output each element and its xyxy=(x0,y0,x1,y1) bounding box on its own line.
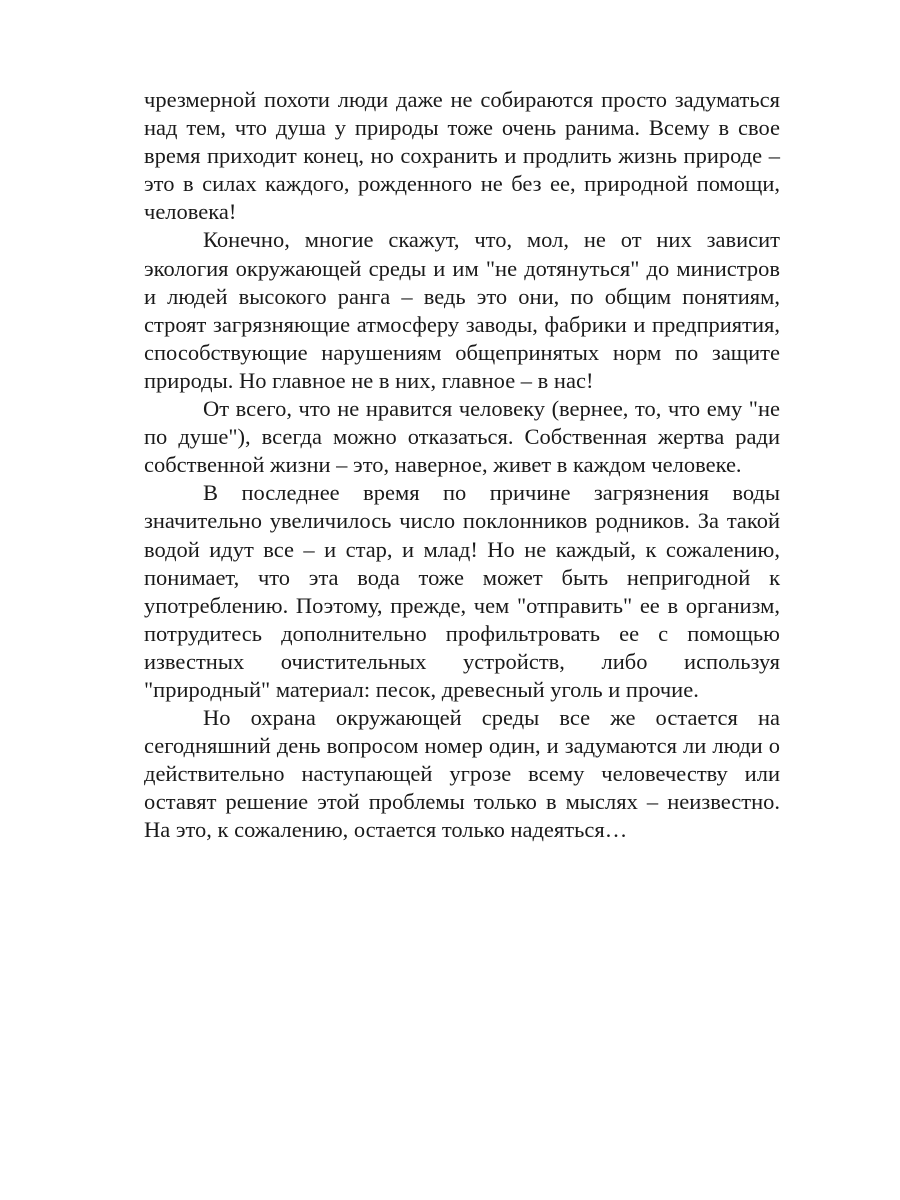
body-text xyxy=(144,86,780,845)
paragraph: От всего, что не нравится человеку (вернее, то, что ему "не по душе"), всегда можно отказаться. Собственная жертва ради собственной жизни – это, наверное, живет в каждом человеке. xyxy=(144,396,780,478)
paragraph: Конечно, многие скажут, что, мол, не от них зависит экология окружающей среды и им "не дотянуться" до министров и людей высокого ранга – ведь это они, по общим понятиям, строят загрязняющие атмосферу заводы, фабрики и предприятия, способствующие нарушениям общепринятых норм по защите природы. Но главное не в них, главное – в нас! xyxy=(144,227,780,393)
paragraph: Но охрана окружающей среды все же остается на сегодняшний день вопросом номер один, и задумаются ли люди о действительно наступающей угрозе всему человечеству или оставят решение этой проблемы только в мыслях – неизвестно. На это, к сожалению, остается только надеяться… xyxy=(144,705,780,843)
paragraph-continuation: чрезмерной похоти люди даже не собираются просто задуматься над тем, что душа у природы тоже очень ранима. Всему в свое время приходит конец, но сохранить и продлить жизнь природе – это в силах каждого, рожденного не без ее, природной помощи, человека! xyxy=(144,87,780,225)
paragraph: В последнее время по причине загрязнения воды значительно увеличилось число поклонников родников. За такой водой идут все – и стар, и млад! Но не каждый, к сожалению, понимает, что эта вода тоже может быть непригодной к употреблению. Поэтому, прежде, чем "отправить" ее в организм, потрудитесь дополнительно профильтровать ее с помощью известных очистительных устройств, либо используя "природный" материал: песок, древесный уголь и прочие. xyxy=(144,480,780,702)
